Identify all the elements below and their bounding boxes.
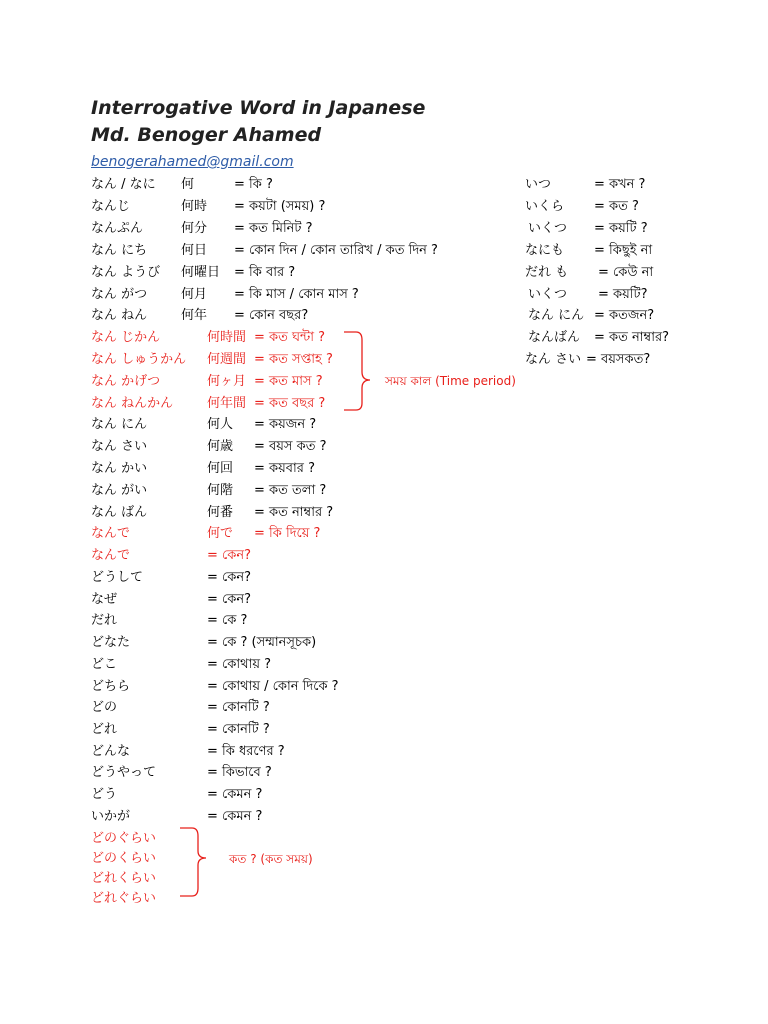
- kanji: 何番: [207, 505, 234, 520]
- kana: いかが: [91, 809, 131, 824]
- kanji: 何人: [207, 417, 234, 432]
- kana: どこ: [91, 657, 118, 672]
- kana: どれ: [91, 722, 118, 737]
- meaning: = কত ?: [594, 199, 639, 214]
- kanji: 何分: [181, 221, 208, 236]
- kanji: 何月: [181, 287, 208, 302]
- kana: どなた: [91, 635, 131, 650]
- kana: だれ: [91, 613, 118, 628]
- kana: なん かい: [91, 461, 148, 476]
- kana: なんじ: [91, 199, 131, 214]
- kana: なんで: [91, 526, 131, 541]
- kana: いくつ: [528, 221, 568, 236]
- kana: どれぐらい: [91, 891, 157, 906]
- time-period-brace: [344, 332, 370, 410]
- kana: いくら: [525, 199, 565, 214]
- meaning: = কি বার ?: [234, 265, 296, 280]
- meaning: = কোথায় / কোন দিকে ?: [207, 679, 339, 694]
- kanji: 何時間: [207, 330, 247, 345]
- meaning: = কত বছর ?: [254, 396, 326, 411]
- meaning: = কোথায় ?: [207, 657, 272, 672]
- kana: なぜ: [91, 592, 118, 607]
- kana: なにも: [525, 243, 565, 258]
- kana: なん しゅうかん: [91, 352, 187, 367]
- meaning: = কোন বছর?: [234, 308, 309, 323]
- meaning: = কয়বার ?: [254, 461, 315, 476]
- kana: どのぐらい: [91, 831, 157, 846]
- kana: なん さい: [525, 352, 582, 367]
- meaning: = কি দিয়ে ?: [254, 526, 321, 541]
- kana: どんな: [91, 744, 131, 759]
- kana: なん にち: [91, 243, 148, 258]
- meaning: = কেমন ?: [207, 787, 263, 802]
- meaning: = কোনটি ?: [207, 700, 270, 715]
- kanji: 何歳: [207, 439, 234, 454]
- meaning: = কেউ না: [598, 265, 654, 280]
- kana: なん さい: [91, 439, 148, 454]
- meaning: = কত সপ্তাহ ?: [254, 352, 333, 367]
- meaning: = কে ?: [207, 613, 248, 628]
- meaning: = কত নাম্বার?: [594, 330, 670, 345]
- meaning: = কেমন ?: [207, 809, 263, 824]
- meaning: = কয়টি ?: [594, 221, 648, 236]
- meaning: = কয়টি?: [598, 287, 648, 302]
- kanji: 何時: [181, 199, 208, 214]
- kana: なんで: [91, 548, 131, 563]
- meaning: = কি ধরণের ?: [207, 744, 285, 759]
- kanji: 何で: [207, 526, 234, 541]
- meaning: = কেন?: [207, 592, 252, 607]
- kana: なん ばん: [91, 505, 148, 520]
- kana: どの: [91, 700, 118, 715]
- meaning: = কি ?: [234, 177, 273, 192]
- kana: なん ねん: [91, 308, 148, 323]
- kana: なんばん: [528, 330, 581, 345]
- kana: なん にん: [528, 308, 585, 323]
- kana: いつ: [525, 177, 552, 192]
- kana: いくつ: [528, 287, 568, 302]
- kanji: 何回: [207, 461, 234, 476]
- meaning: = কত নাম্বার ?: [254, 505, 334, 520]
- meaning: = কত মিনিট ?: [234, 221, 313, 236]
- kana: だれ も: [525, 265, 569, 280]
- meaning: = কেন?: [207, 570, 252, 585]
- meaning: = কিভাবে ?: [207, 765, 272, 780]
- kanji: 何階: [207, 483, 234, 498]
- kana: どうして: [91, 570, 144, 585]
- kana: どのくらい: [91, 851, 157, 866]
- meaning: = কতজন?: [594, 308, 655, 323]
- kana: なん じかん: [91, 330, 161, 345]
- meaning: = কত ঘন্টা ?: [254, 330, 326, 345]
- meaning: = কত তলা ?: [254, 483, 327, 498]
- kana: なんぷん: [91, 221, 144, 236]
- author-name: Md. Benoger Ahamed: [91, 124, 322, 146]
- time-period-note: সময় কাল (Time period): [385, 374, 516, 388]
- kanji: 何ヶ月: [207, 374, 247, 389]
- kanji: 何曜日: [181, 265, 221, 280]
- meaning: = কয়জন ?: [254, 417, 317, 432]
- meaning: = বয়স কত ?: [254, 439, 327, 454]
- kana: どう: [91, 787, 118, 802]
- meaning: = কিছুই না: [594, 243, 653, 258]
- how-long-note: কত ? (কত সময়): [229, 852, 313, 866]
- kana: どうやって: [91, 765, 157, 780]
- kana: なん かげつ: [91, 374, 161, 389]
- kana: なん ようび: [91, 265, 161, 280]
- meaning: = বয়সকত?: [586, 352, 651, 367]
- kana: なん にん: [91, 417, 148, 432]
- kana: どれくらい: [91, 871, 157, 886]
- how-long-brace: [180, 828, 206, 896]
- meaning: = কোনটি ?: [207, 722, 270, 737]
- kana: なん ねんかん: [91, 396, 174, 411]
- kana: どちら: [91, 679, 131, 694]
- document-title: Interrogative Word in Japanese: [91, 97, 426, 119]
- meaning: = কেন?: [207, 548, 252, 563]
- kanji: 何週間: [207, 352, 247, 367]
- meaning: = কোন দিন / কোন তারিখ / কত দিন ?: [234, 243, 438, 258]
- meaning: = কয়টা (সময়) ?: [234, 199, 326, 214]
- kana: なん がい: [91, 483, 148, 498]
- kana: なん がつ: [91, 287, 148, 302]
- kana: なん / なに: [91, 177, 156, 192]
- kanji: 何年間: [207, 396, 247, 411]
- email-link[interactable]: benogerahamed@gmail.com: [91, 154, 294, 170]
- kanji: 何: [181, 177, 195, 192]
- kanji: 何日: [181, 243, 208, 258]
- meaning: = কি মাস / কোন মাস ?: [234, 287, 359, 302]
- meaning: = কখন ?: [594, 177, 646, 192]
- meaning: = কত মাস ?: [254, 374, 323, 389]
- kanji: 何年: [181, 308, 208, 323]
- meaning: = কে ? (সম্মানসূচক): [207, 635, 317, 650]
